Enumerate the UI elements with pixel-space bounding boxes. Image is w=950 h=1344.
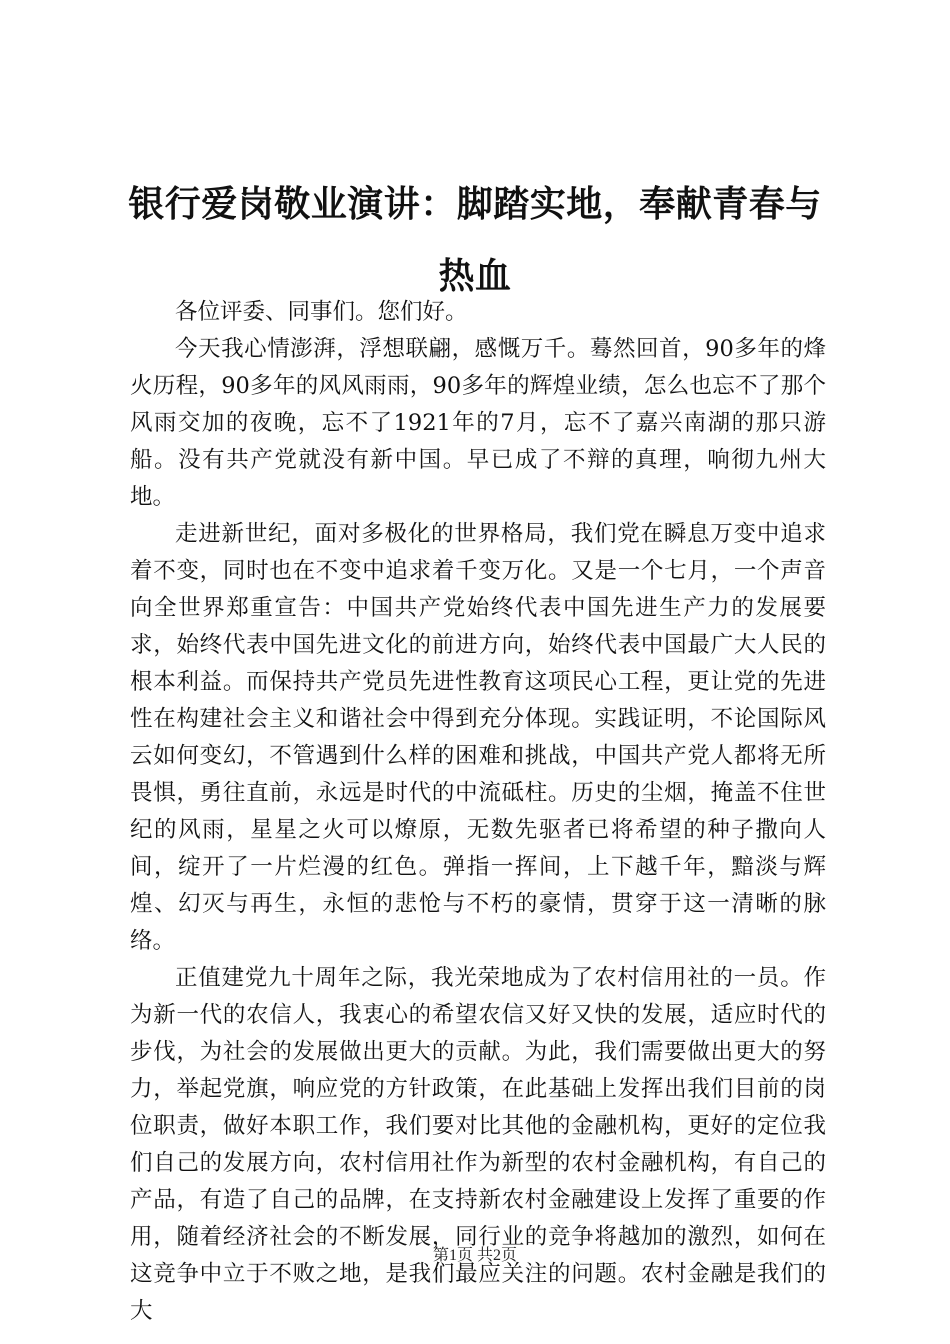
- page-footer: 第1页 共2页: [432, 1247, 517, 1264]
- document-body: [130, 294, 826, 1330]
- paragraph-history: 今天我心情澎湃，浮想联翩，感慨万千。蓦然回首，90多年的烽火历程，90多年的风风雨雨，90多年的辉煌业绩，怎么也忘不了那个风雨交加的夜晚，忘不了1921年的7月，忘不了嘉兴南湖的那只游船。没有共产党就没有新中国。早已成了不辩的真理，响彻九州大地。: [130, 336, 826, 510]
- document-title: 银行爱岗敬业演讲：脚踏实地，奉献青春与热血: [128, 183, 822, 297]
- paragraph-greeting: 各位评委、同事们。您们好。: [175, 299, 468, 325]
- paragraph-rural-credit: 正值建党九十周年之际，我光荣地成为了农村信用社的一员。作为新一代的农信人，我衷心的希望农信又好又快的发展，适应时代的步伐，为社会的发展做出更大的贡献。为此，我们需要做出更大的努力，举起党旗，响应党的方针政策，在此基础上发挥出我们目前的岗位职责，做好本职工作，我们要对比其他的金融机构，更好的定位我们自己的发展方向，农村信用社作为新型的农村金融机构，有自己的产品，有造了自己的品牌，在支持新农村金融建设上发挥了重要的作用，随着经济社会的不断发展，同行业的竞争将越加的激烈，如何在这竞争中立于不败之地，是我们最应关注的问题。农村金融是我们的大: [130, 965, 826, 1324]
- paragraph-new-century: 走进新世纪，面对多极化的世界格局，我们党在瞬息万变中追求着不变，同时也在不变中追求着千变万化。又是一个七月，一个声音向全世界郑重宣告：中国共产党始终代表中国先进生产力的发展要求，始终代表中国先进文化的前进方向，始终代表中国最广大人民的根本利益。而保持共产党员先进性教育这项民心工程，更让党的先进性在构建社会主义和谐社会中得到充分体现。实践证明，不论国际风云如何变幻，不管遇到什么样的困难和挑战，中国共产党人都将无所畏惧，勇往直前，永远是时代的中流砥柱。历史的尘烟，掩盖不住世纪的风雨，星星之火可以燎原，无数先驱者已将希望的种子撒向人间，绽开了一片烂漫的红色。弹指一挥间，上下越千年，黯淡与辉煌、幻灭与再生，永恒的悲怆与不朽的豪情，贯穿于这一清晰的脉络。: [130, 521, 826, 954]
